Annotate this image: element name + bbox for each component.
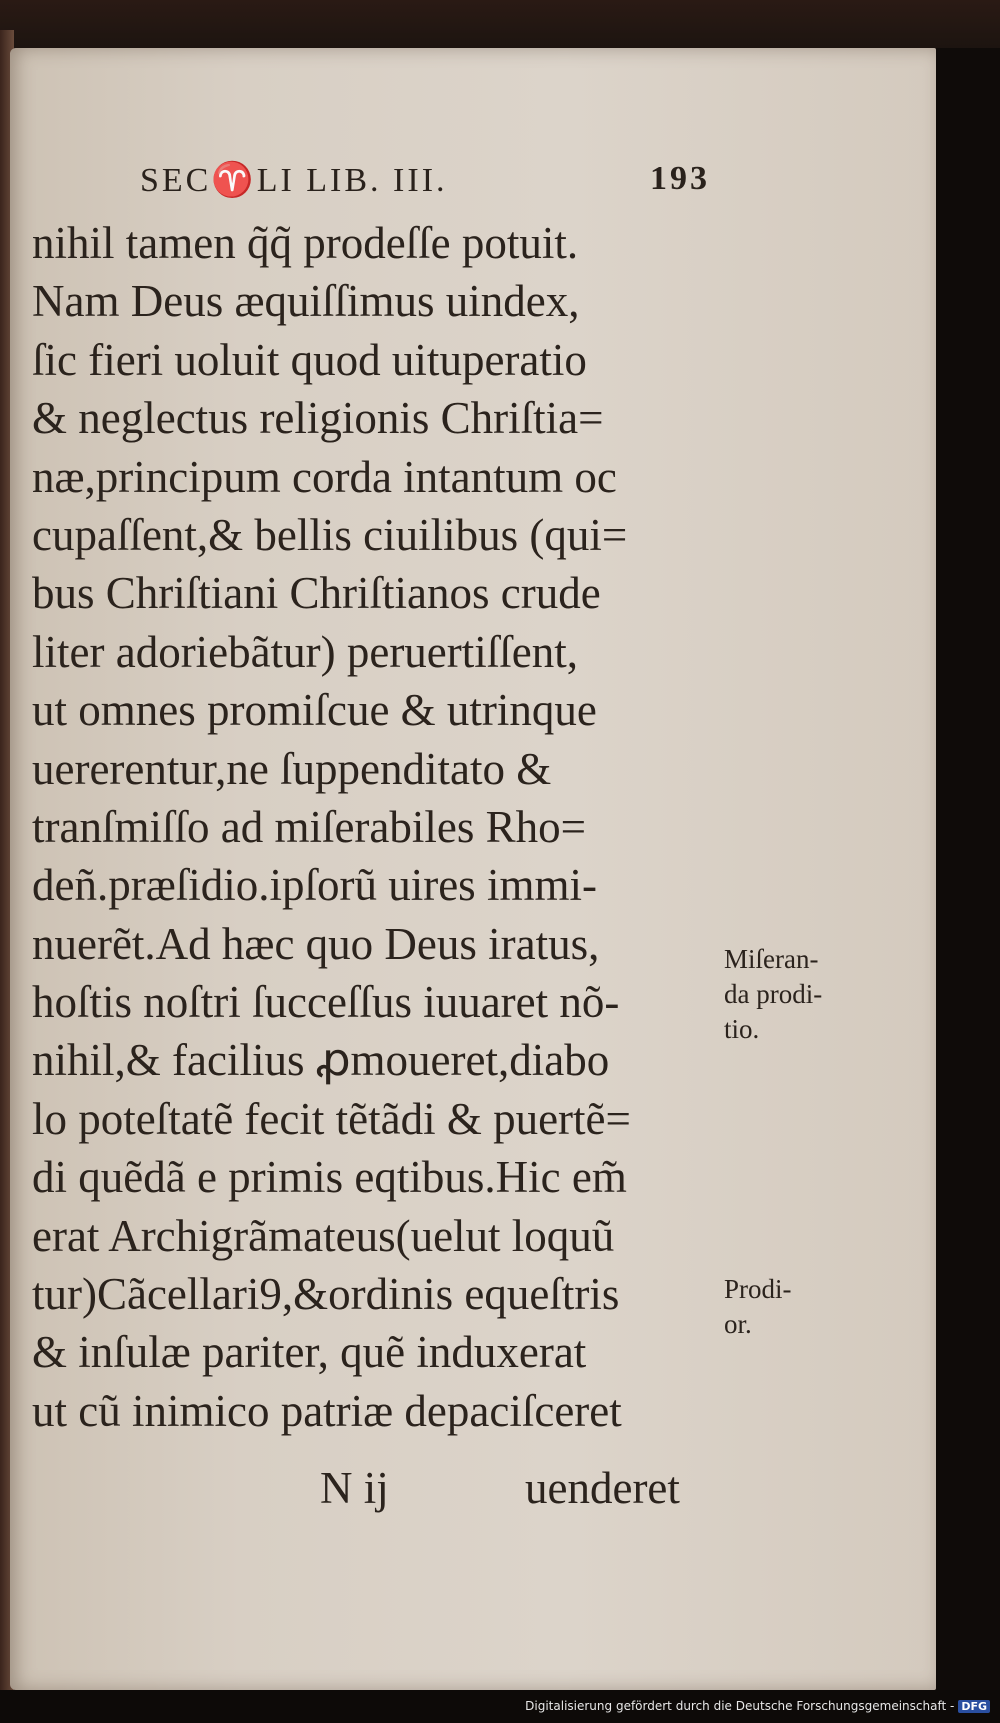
text-line: & neglectus religionis Chriſtia= — [32, 393, 604, 444]
marginal-note-line: tio. — [724, 1014, 760, 1044]
text-line: ſic fieri uoluit quod uituperatio — [32, 334, 587, 385]
right-background — [936, 48, 1000, 1690]
text-line: lo poteſtatẽ fecit tẽtãdi & puertẽ= — [32, 1093, 631, 1144]
text-line: tur)Cãcellari9,&ordinis equeſtris — [32, 1269, 620, 1320]
text-line: nihil tamen q̃q̃ prodeſſe potuit. — [32, 218, 579, 268]
funding-credit — [525, 1699, 990, 1713]
text-line: & inſulæ pariter, quẽ induxerat — [32, 1327, 587, 1378]
text-line: uererentur,ne ſuppenditato & — [32, 743, 552, 794]
page-header — [140, 160, 710, 210]
text-line: Nam Deus æquiſſimus uindex, — [32, 276, 580, 327]
marginal-note-line: Miſeran- — [724, 944, 819, 974]
text-line: bus Chriſtiani Chriſtianos crude — [32, 568, 601, 619]
running-title: SEC♈LI LIB. III. — [140, 162, 448, 199]
catchword: uenderet — [525, 1463, 680, 1513]
text-line: ut cũ inimico patriæ depaciſceret — [32, 1385, 622, 1436]
marginal-note-line: da prodi- — [724, 979, 823, 1009]
text-line: liter adoriebãtur) peruertiſſent, — [32, 626, 578, 677]
text-line: cupaſſent,& bellis ciuilibus (qui= — [32, 509, 628, 560]
marginal-note-miseranda — [724, 942, 822, 1047]
footer-bar — [0, 1690, 1000, 1723]
top-background-strip — [0, 0, 1000, 50]
text-line: hoſtis noſtri ſucceſſus iuuaret nõ- — [32, 977, 620, 1028]
funding-credit-text: Digitalisierung gefördert durch die Deutsche Forschungsgemeinschaft - — [525, 1699, 955, 1713]
text-line: di quẽdã e primis eqtibus.Hic em̃ — [32, 1152, 627, 1203]
text-line: ut omnes promiſcue & utrinque — [32, 685, 597, 736]
folio-number: 193 — [650, 160, 710, 197]
text-line: erat Archigrãmateus(uelut loquũ — [32, 1210, 615, 1261]
text-line: nihil,& facilius ꝓmoueret,diabo — [32, 1035, 610, 1086]
dfg-logo: DFG — [958, 1700, 990, 1713]
signature-mark: N ij — [320, 1463, 389, 1513]
marginal-note-proditor — [724, 1272, 792, 1342]
text-line: deñ.præſidio.ipſorũ uires immi- — [32, 860, 597, 911]
marginal-note-line: or. — [724, 1309, 752, 1339]
text-line: tranſmiſſo ad miſerabiles Rho= — [32, 801, 587, 852]
text-line: næ,principum corda intantum oc — [32, 451, 617, 502]
body-text-block — [32, 214, 722, 1440]
marginal-note-line: Prodi- — [724, 1274, 792, 1304]
text-line: nuerẽt.Ad hæc quo Deus iratus, — [32, 918, 600, 969]
